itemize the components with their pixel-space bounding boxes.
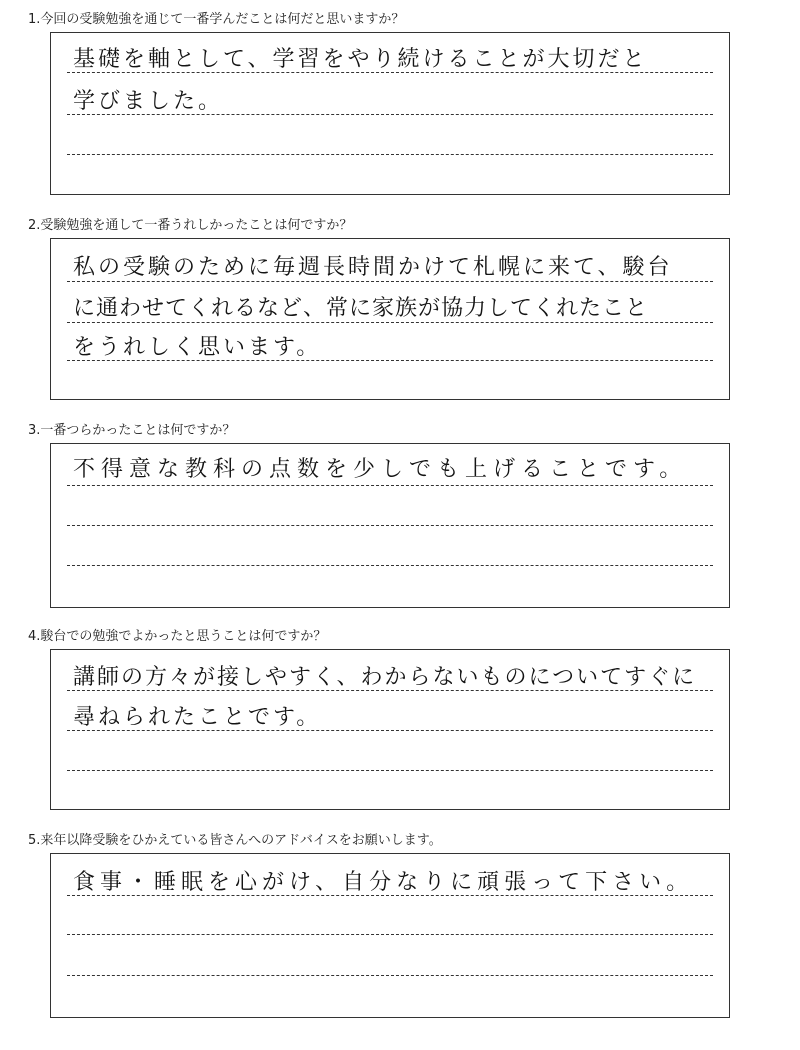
question-1-label: 1.今回の受験勉強を通じて一番学んだことは何だと思いますか？ [28,12,405,27]
answer-box-4 [50,649,730,810]
answer-line [67,770,713,771]
answer-line [67,934,713,935]
answer-2-line-2: に通わせてくれるなど、常に家族が協力してくれたこと [73,296,649,321]
answer-box-5 [50,853,730,1018]
question-3-label: 3.一番つらかったことは何ですか？ [28,423,236,438]
answer-4-line-1: 講師の方々が接しやすく、わからないものについてすぐに [73,665,697,690]
answer-box-1 [50,32,730,195]
question-4-label: 4.駿台での勉強でよかったと思うことは何ですか？ [28,629,327,644]
answer-5-line-1: 食事・睡眠を心がけ、自分なりに頑張って下さい。 [73,870,694,895]
question-2-label: 2.受験勉強を通して一番うれしかったことは何ですか？ [28,218,353,233]
answer-1-line-2: 学びました。 [73,89,224,114]
answer-4-line-2: 尋ねられたことです。 [73,705,322,730]
answer-line [67,485,713,486]
answer-box-2 [50,238,730,400]
answer-2-line-1: 私の受験のために毎週長時間かけて札幌に来て、駿台 [73,255,673,280]
answer-line [67,565,713,566]
question-5-label: 5.来年以降受験をひかえている皆さんへのアドバイスをお願いします。 [28,833,442,848]
answer-box-3 [50,443,730,608]
answer-1-line-1: 基礎を軸として、学習をやり続けることが大切だと [73,47,648,72]
answer-line [67,525,713,526]
answer-3-line-1: 不得意な教科の点数を少しでも上げることです。 [73,457,688,482]
answer-line [67,154,713,155]
answer-line [67,975,713,976]
answer-2-line-3: をうれしく思います。 [73,335,322,360]
